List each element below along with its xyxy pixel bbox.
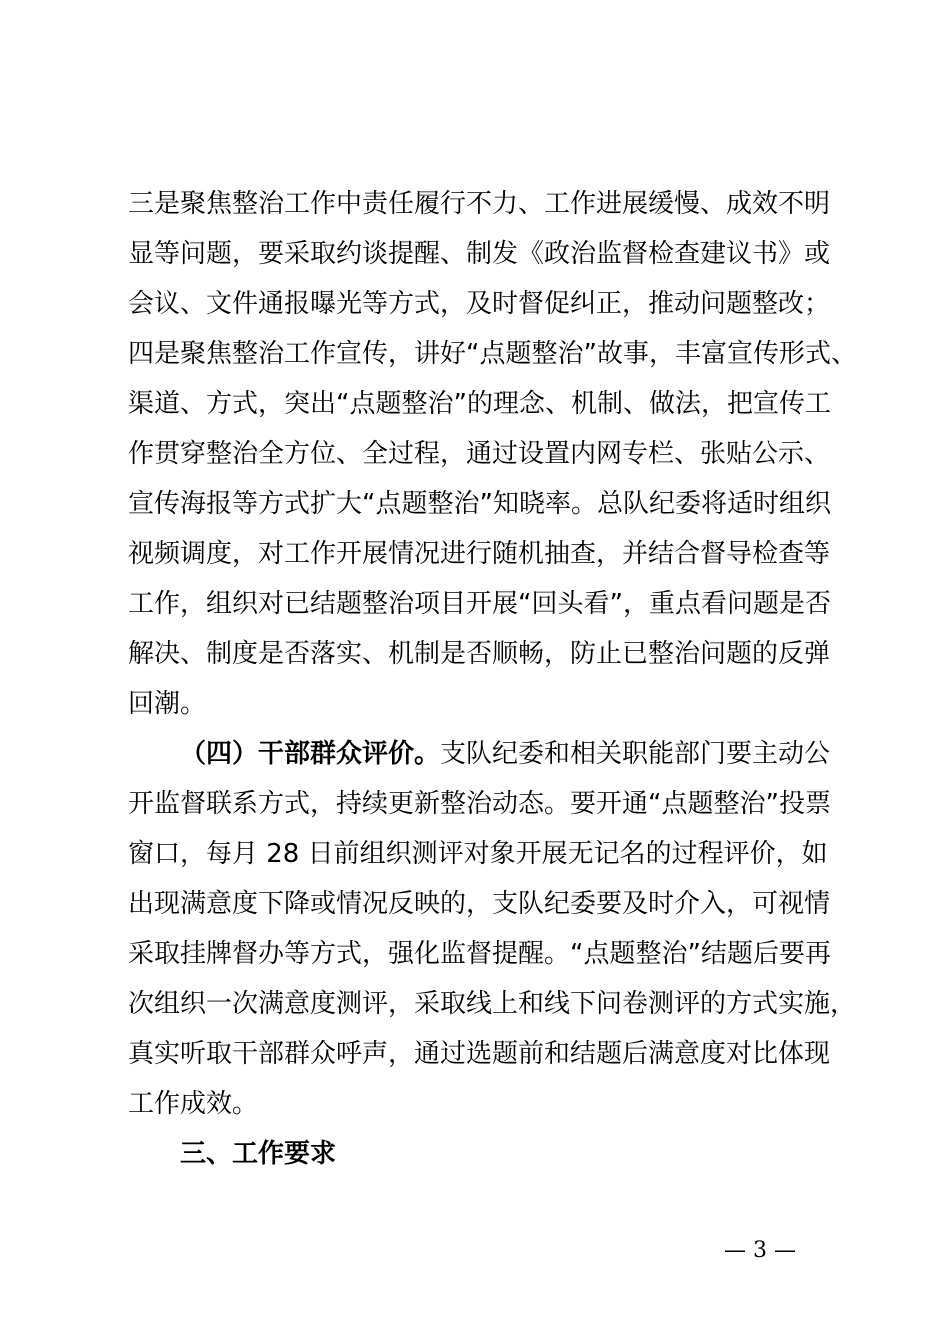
paragraph-line: 采取挂牌督办等方式，强化监督提醒。“点题整治”结题后要再 <box>128 939 831 969</box>
paragraph-line: 显等问题，要采取约谈提醒、制发《政治监督检查建议书》或 <box>128 239 831 269</box>
paragraph-line: 窗口，每月 28 日前组织测评对象开展无记名的过程评价，如 <box>128 839 828 869</box>
paragraph-line: 四是聚焦整治工作宣传，讲好“点题整治”故事，丰富宣传形式、 <box>128 339 857 369</box>
paragraph-line: 作贯穿整治全方位、全过程，通过设置内网专栏、张贴公示、 <box>128 439 831 469</box>
section-heading: 三、工作要求 <box>180 1139 337 1169</box>
paragraph-line: 宣传海报等方式扩大“点题整治”知晓率。总队纪委将适时组织 <box>128 489 831 519</box>
paragraph-line: 工作成效。 <box>128 1089 259 1119</box>
paragraph-line: 三是聚焦整治工作中责任履行不力、工作进展缓慢、成效不明 <box>128 189 831 219</box>
paragraph-line: 工作，组织对已结题整治项目开展“回头看”，重点看问题是否 <box>128 589 831 619</box>
paragraph-line: 解决、制度是否落实、机制是否顺畅，防止已整治问题的反弹 <box>128 639 831 669</box>
paragraph-line: 出现满意度下降或情况反映的，支队纪委要及时介入，可视情 <box>128 889 831 919</box>
subsection-title: （四）干部群众评价。 <box>180 739 441 769</box>
paragraph-line: 渠道、方式，突出“点题整治”的理念、机制、做法，把宣传工 <box>128 389 831 419</box>
paragraph-line: 视频调度，对工作开展情况进行随机抽查，并结合督导检查等 <box>128 539 831 569</box>
paragraph-first-line <box>180 738 830 770</box>
paragraph-line: 开监督联系方式，持续更新整治动态。要开通“点题整治”投票 <box>128 789 831 819</box>
paragraph-text: 支队纪委和相关职能部门要主动公 <box>440 739 831 769</box>
paragraph-line: 回潮。 <box>128 689 207 719</box>
page-number: — 3 — <box>724 1238 796 1263</box>
paragraph-line: 会议、文件通报曝光等方式，及时督促纠正，推动问题整改； <box>128 289 831 319</box>
paragraph-line: 真实听取干部群众呼声，通过选题前和结题后满意度对比体现 <box>128 1039 831 1069</box>
paragraph-line: 次组织一次满意度测评，采取线上和线下问卷测评的方式实施， <box>128 989 857 1019</box>
